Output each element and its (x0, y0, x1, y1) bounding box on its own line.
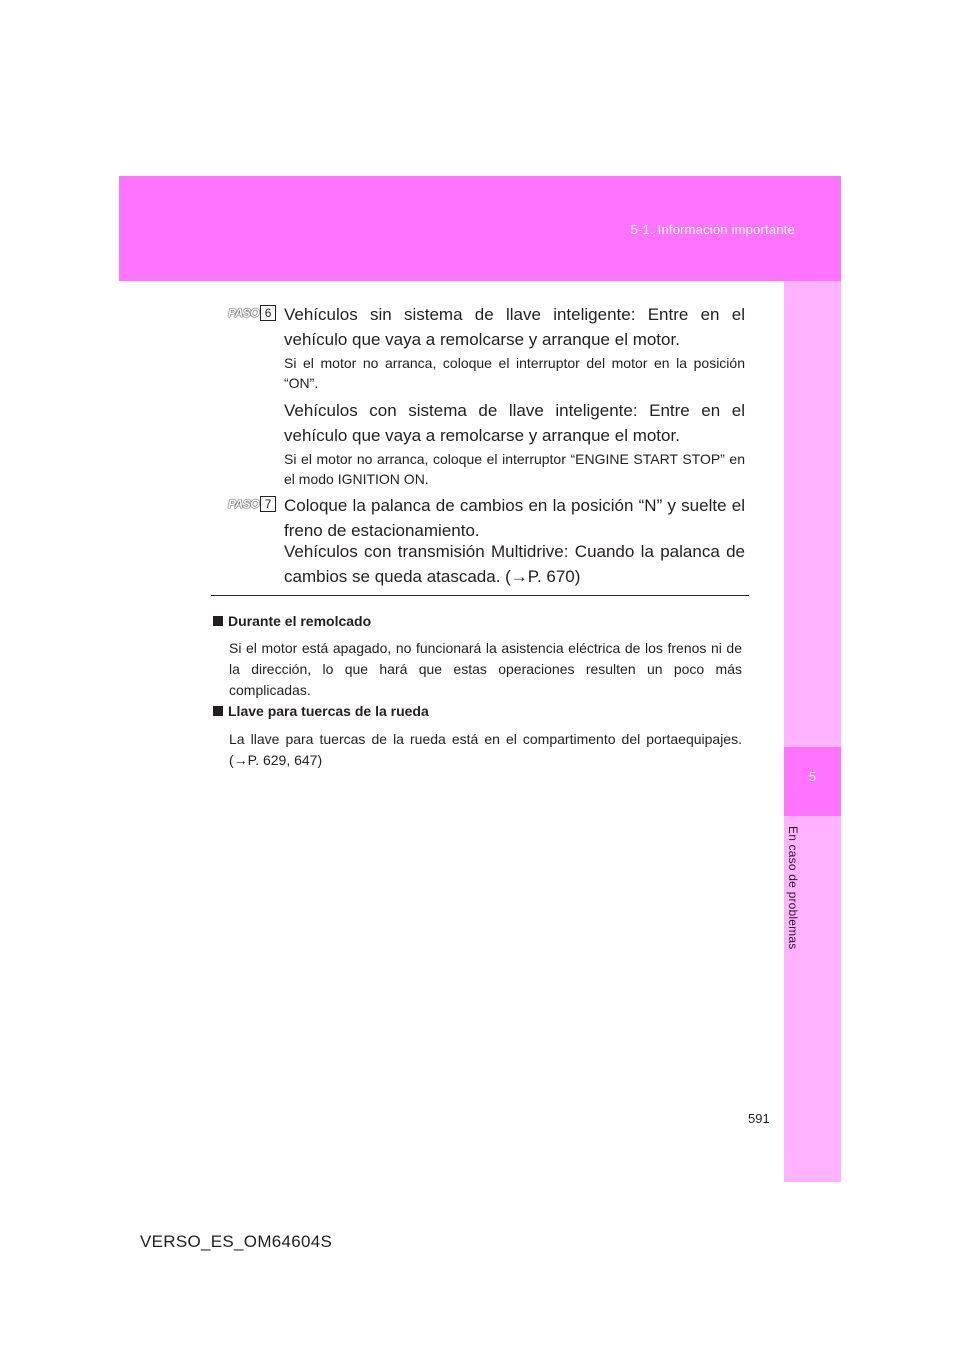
chapter-number: 5 (808, 769, 817, 784)
page-number: 591 (748, 1111, 770, 1126)
document-code: VERSO_ES_OM64604S (140, 1232, 333, 1251)
step-6-text-smart-key: Vehículos con sistema de llave inteligente: Entre en el vehículo que vaya a remolcarse y arranque el motor. (284, 401, 745, 445)
note-heading-text: Llave para tuercas de la rueda (228, 703, 429, 719)
chapter-number-tab (784, 747, 841, 816)
step-6-badge (228, 305, 276, 321)
step-7-text-multidrive: Vehículos con transmisión Multidrive: Cuando la palanca de cambios se queda atascada. (→P. 670) (284, 542, 745, 586)
step-7-text: Coloque la palanca de cambios en la posición “N” y suelte el freno de estacionamiento. (284, 496, 745, 540)
step-badge-number: 7 (260, 496, 276, 512)
chapter-label-container (786, 826, 802, 976)
step-6-text-no-smart-key: Vehículos sin sistema de llave inteligente: Entre en el vehículo que vaya a remolcarse y arranque el motor. (284, 305, 745, 349)
step-badge-number: 6 (260, 305, 276, 321)
step-6-note-smart-key: Si el motor no arranca, coloque el interruptor “ENGINE START STOP” en el modo IGNITION ON. (284, 451, 745, 487)
note-heading-wheel-wrench (213, 703, 429, 719)
note-body-wheel-wrench: La llave para tuercas de la rueda está en el compartimento del portaequipajes. (→P. 629, 647) (229, 731, 742, 768)
side-tab-upper (784, 281, 841, 747)
step-6-note-no-smart-key: Si el motor no arranca, coloque el interruptor del motor en la posición “ON”. (284, 355, 745, 391)
note-heading-towing (213, 613, 371, 629)
square-bullet-icon (213, 616, 223, 626)
step-7-badge (228, 496, 276, 512)
step-badge-word: PASO (228, 306, 260, 320)
chapter-header-band (119, 176, 841, 281)
chapter-label: En caso de problemas (786, 826, 800, 950)
square-bullet-icon (213, 706, 223, 716)
note-body-towing: Si el motor está apagado, no funcionará la asistencia eléctrica de los frenos ni de la dirección, lo que hará que estas operaciones resulten un poco más complicadas. (229, 640, 742, 698)
section-divider (211, 595, 749, 596)
section-title: 5-1. Información importante (630, 222, 795, 237)
step-badge-word: PASO (228, 497, 260, 511)
note-heading-text: Durante el remolcado (228, 613, 372, 629)
